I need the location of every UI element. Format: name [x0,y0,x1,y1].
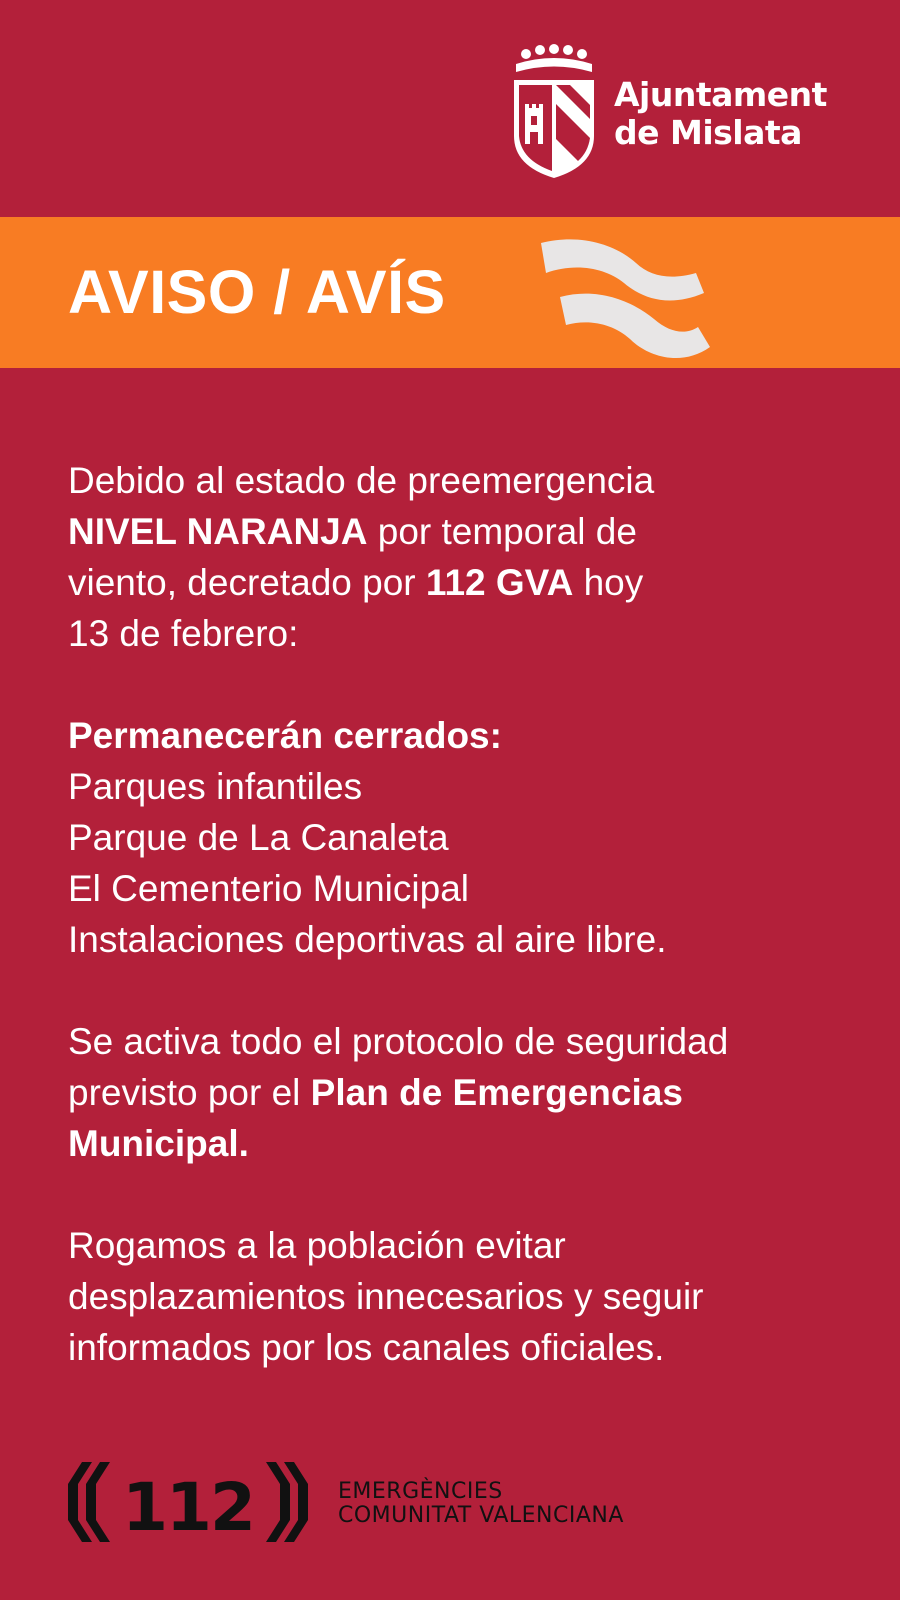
footer-112 [68,1460,768,1544]
notice-paragraph-4: Rogamos a la población evitar desplazamientos innecesarios y seguir informados por los canales oficiales. [68,1225,704,1368]
notice-text: Se activa todo el protocolo de seguridad previsto por el [68,1021,729,1113]
notice-paragraph-1 [68,455,748,659]
closed-item: El Cementerio Municipal [68,868,470,909]
logo-112-text: 112 [122,1469,254,1544]
notice-text: Debido al estado de preemergencia [68,460,655,501]
closed-item: Instalaciones deportivas al aire libre. [68,919,667,960]
footer-line-1: EMERGÈNCIES [338,1479,503,1504]
footer-org-name [338,1480,624,1528]
logo-line-2: de Mislata [614,113,802,152]
emergency-112-logo [68,1460,308,1544]
logo-line-1: Ajuntament [614,75,827,114]
authority-name: 112 GVA [425,562,574,603]
ajuntament-name [614,76,827,152]
wind-icon [536,235,716,365]
ajuntament-logo [512,44,827,180]
alert-banner [0,217,900,368]
footer-line-2: COMUNITAT VALENCIANA [338,1503,624,1528]
closed-list [68,710,868,965]
notice-text: hoy [573,562,644,603]
notice-paragraph-3 [68,1016,828,1169]
banner-title: AVISO / AVÍS [68,258,446,326]
mislata-shield-icon [512,44,596,180]
closed-item: Parque de La Canaleta [68,817,449,858]
notice-date: 13 de febrero: [68,613,299,654]
alert-level: NIVEL NARANJA [68,511,368,552]
notice-body [68,455,868,1373]
emergency-plan-name: Plan de Emergencias Municipal. [68,1072,683,1164]
closed-heading: Permanecerán cerrados: [68,715,502,756]
closed-item: Parques infantiles [68,766,363,807]
notice-text: por temporal de viento, decretado por [68,511,637,603]
